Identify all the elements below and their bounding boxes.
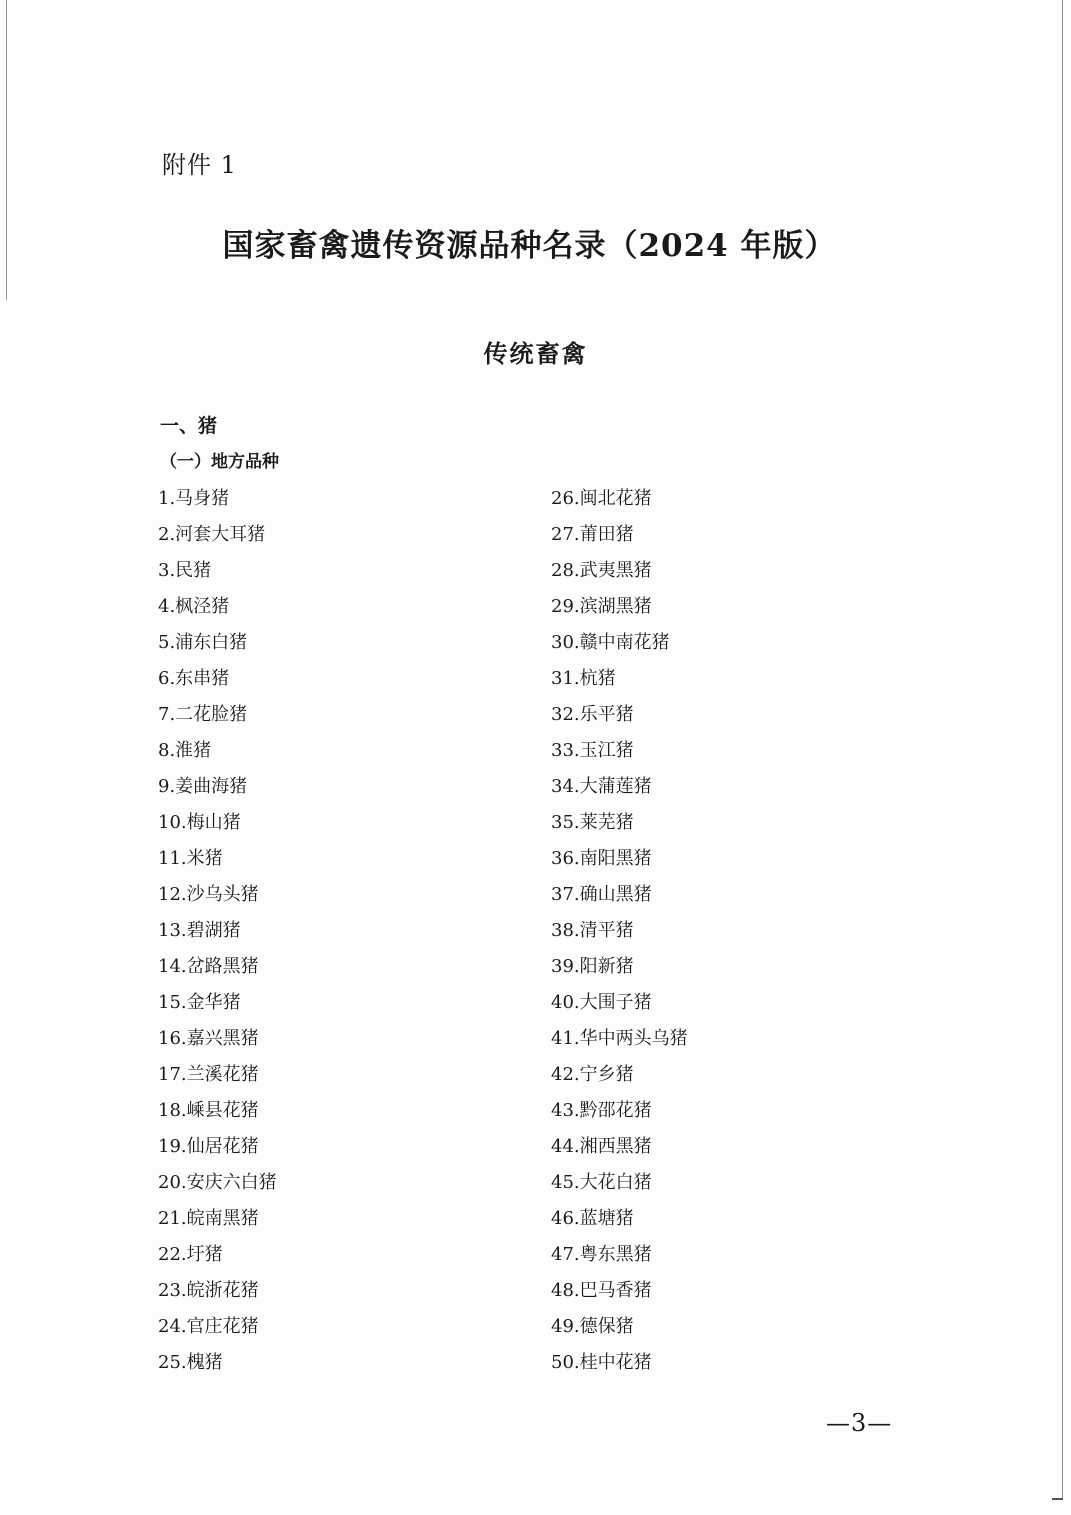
breed-list-item: 11.米猪 [158,848,223,869]
breed-list-item: 43.黔邵花猪 [551,1100,652,1121]
breed-list-item: 33.玉江猪 [551,740,634,761]
breed-list-item: 14.岔路黑猪 [158,956,259,977]
breed-list-item: 44.湘西黑猪 [551,1136,652,1157]
document-title-wrapper [0,224,1071,268]
breed-list-item: 9.姜曲海猪 [158,776,248,797]
breed-list-item: 3.民猪 [158,560,212,581]
scan-corner-mark [1052,1498,1063,1500]
breed-list-item: 50.桂中花猪 [551,1352,652,1373]
breed-list-item: 35.莱芜猪 [551,812,634,833]
breed-list-item: 39.阳新猪 [551,956,634,977]
breed-list-item: 45.大花白猪 [551,1172,652,1193]
breed-list-item: 47.粤东黑猪 [551,1244,652,1265]
breed-list-item: 13.碧湖猪 [158,920,241,941]
breed-list-item: 38.清平猪 [551,920,634,941]
breed-list-item: 40.大围子猪 [551,992,652,1013]
breed-list-item: 5.浦东白猪 [158,632,248,653]
page-number: —3— [826,1409,893,1437]
breed-list-item: 49.德保猪 [551,1316,634,1337]
breed-list-item: 24.官庄花猪 [158,1316,259,1337]
breed-list-right [551,484,688,1384]
breed-list-item: 31.杭猪 [551,668,616,689]
breed-list-item: 15.金华猪 [158,992,241,1013]
breed-list-item: 10.梅山猪 [158,812,241,833]
subsection-heading: （一）地方品种 [160,452,279,472]
breed-list-item: 27.莆田猪 [551,524,634,545]
breed-list-item: 37.确山黑猪 [551,884,652,905]
breed-list-item: 34.大蒲莲猪 [551,776,652,797]
breed-list-item: 46.蓝塘猪 [551,1208,634,1229]
breed-list-item: 30.赣中南花猪 [551,632,670,653]
breed-list-item: 1.马身猪 [158,488,230,509]
breed-list-item: 22.圩猪 [158,1244,223,1265]
breed-list-item: 17.兰溪花猪 [158,1064,259,1085]
breed-list-item: 21.皖南黑猪 [158,1208,259,1229]
breed-list-item: 2.河套大耳猪 [158,524,266,545]
breed-list-item: 42.宁乡猪 [551,1064,634,1085]
breed-list-item: 20.安庆六白猪 [158,1172,277,1193]
breed-list-item: 8.淮猪 [158,740,212,761]
breed-list-item: 32.乐平猪 [551,704,634,725]
breed-list-left [158,484,277,1384]
breed-list-item: 29.滨湖黑猪 [551,596,652,617]
breed-list-item: 19.仙居花猪 [158,1136,259,1157]
breed-list-item: 6.东串猪 [158,668,230,689]
breed-list-item: 18.嵊县花猪 [158,1100,259,1121]
breed-list-item: 4.枫泾猪 [158,596,230,617]
breed-list-item: 16.嘉兴黑猪 [158,1028,259,1049]
document-title: 国家畜禽遗传资源品种名录（2024 年版） [222,228,837,264]
attachment-label: 附件 1 [162,151,237,179]
breed-list-item: 41.华中两头乌猪 [551,1028,688,1049]
breed-list-item: 7.二花脸猪 [158,704,248,725]
section-heading: 一、猪 [160,415,218,437]
breed-list-item: 12.沙乌头猪 [158,884,259,905]
breed-list-item: 23.皖浙花猪 [158,1280,259,1301]
breed-list-item: 28.武夷黑猪 [551,560,652,581]
breed-list-item: 26.闽北花猪 [551,488,652,509]
breed-list-item: 25.槐猪 [158,1352,223,1373]
category-title: 传统畜禽 [483,340,588,368]
breed-list-item: 48.巴马香猪 [551,1280,652,1301]
breed-list-item: 36.南阳黑猪 [551,848,652,869]
